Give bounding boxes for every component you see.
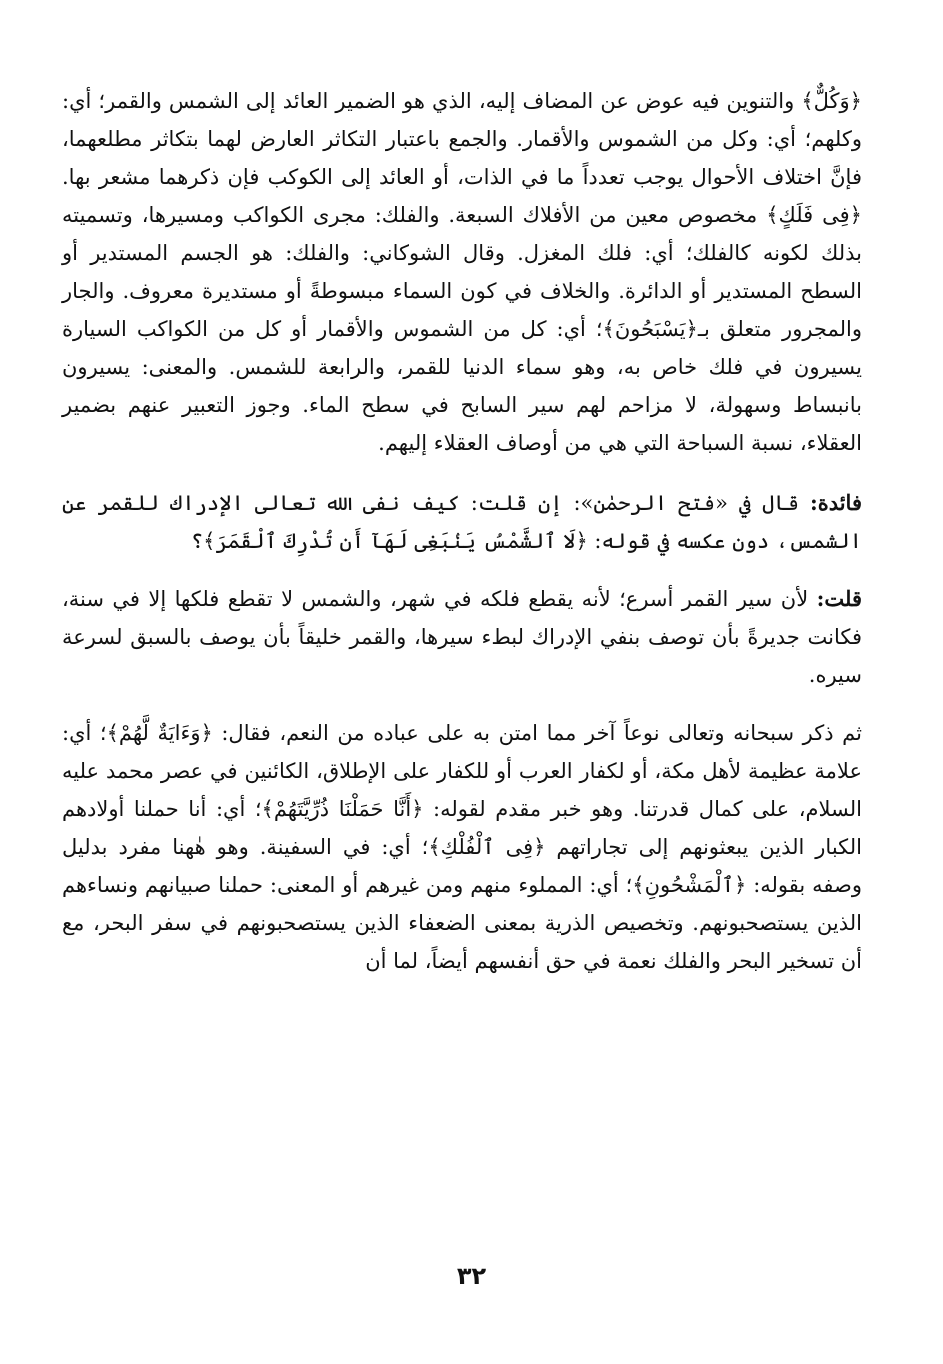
paragraph-lead-faida: فائدة:: [809, 490, 862, 515]
paragraph-text: ثم ذكر سبحانه وتعالى نوعاً آخر مما امتن به على عباده من النعم، فقال: ﴿وَءَايَةٌ لَّهُمْ﴾؛ أي: علامة عظيمة لأهل مكة، أو لكفار العرب أو للكفار على الإطلاق، الكائنين في عصر محمد عليه السلام، على كمال قدرتنا. وهو خبر مقدم لقوله: ﴿أَنَّا حَمَلْنَا ذُرِّيَّتَهُمْ﴾؛ أي: أنا حملنا أولادهم الكبار الذين يبعثونهم إلى تجاراتهم ﴿فِى ٱلْفُلْكِ﴾؛ أي: في السفينة. وهو هٰهنا مفرد بدليل وصفه بقوله: ﴿ٱلْمَشْحُونِ﴾؛ أي: المملوء منهم ومن غيرهم أو المعنى: حملنا صبيانهم ونساءهم الذين يستصحبونهم. وتخصيص الذرية بمعنى الضعفاء الذين يستصحبونهم في سفر البحر، مع أن تسخير البحر والفلك نعمة في حق أنفسهم أيضاً، لما أن: [62, 721, 862, 973]
paragraph-text: قال في «فتح الرحمٰن»: إن قلت: كيف نفى الله تعالى الإدراك للقمر عن الشمس، دون عكسه في قوله: ﴿لَا ٱلشَّمْسُ يَنۢبَغِى لَهَآ أَن تُدْرِكَ ٱلْقَمَرَ﴾؟: [62, 491, 862, 553]
page-number: ٣٢: [456, 1262, 487, 1290]
paragraph-text: لأن سير القمر أسرع؛ لأنه يقطع فلكه في شهر، والشمس لا تقطع فلكها إلا في سنة، فكانت جديرةً بأن توصف بنفي الإدراك لبطء سيرها، والقمر خليقاً بأن يوصف بالسبق لسرعة سيره.: [62, 587, 862, 687]
paragraph-qultu: [62, 580, 862, 694]
paragraph-lead-qultu: قلت:: [816, 586, 862, 611]
paragraph-ayah-lahum: [62, 714, 862, 980]
paragraph-tafsir-kullun: [62, 82, 862, 462]
paragraph-faida: [62, 484, 862, 560]
page-body: [62, 82, 862, 1002]
paragraph-text: ﴿وَكُلٌّ﴾ والتنوين فيه عوض عن المضاف إليه، الذي هو الضمير العائد إلى الشمس والقمر؛ أي: وكلهم؛ أي: وكل من الشموس والأقمار. والجمع باعتبار التكاثر العارض لهما بتكاثر مطلعهما، فإنَّ اختلاف الأحوال يوجب تعدداً ما في الذات، أو العائد إلى الكوكب فإن ذكرهما مشعر بها. ﴿فِى فَلَكٍ﴾ مخصوص معين من الأفلاك السبعة. والفلك: مجرى الكواكب ومسيرها، وتسميته بذلك لكونه كالفلك؛ أي: فلك المغزل. وقال الشوكاني: والفلك: هو الجسم المستدير أو السطح المستدير أو الدائرة. والخلاف في كون السماء مبسوطةً أو مستديرة معروف. والجار والمجرور متعلق بـ﴿يَسْبَحُونَ﴾؛ أي: كل من الشموس والأقمار أو كل من الكواكب السيارة يسيرون في فلك خاص به، وهو سماء الدنيا للقمر، والرابعة للشمس. والمعنى: يسيرون بانبساط وسهولة، لا مزاحم لهم سير السابح في سطح الماء. وجوز التعبير عنهم بضمير العقلاء، نسبة السباحة التي هي من أوصاف العقلاء إليهم.: [62, 89, 862, 455]
